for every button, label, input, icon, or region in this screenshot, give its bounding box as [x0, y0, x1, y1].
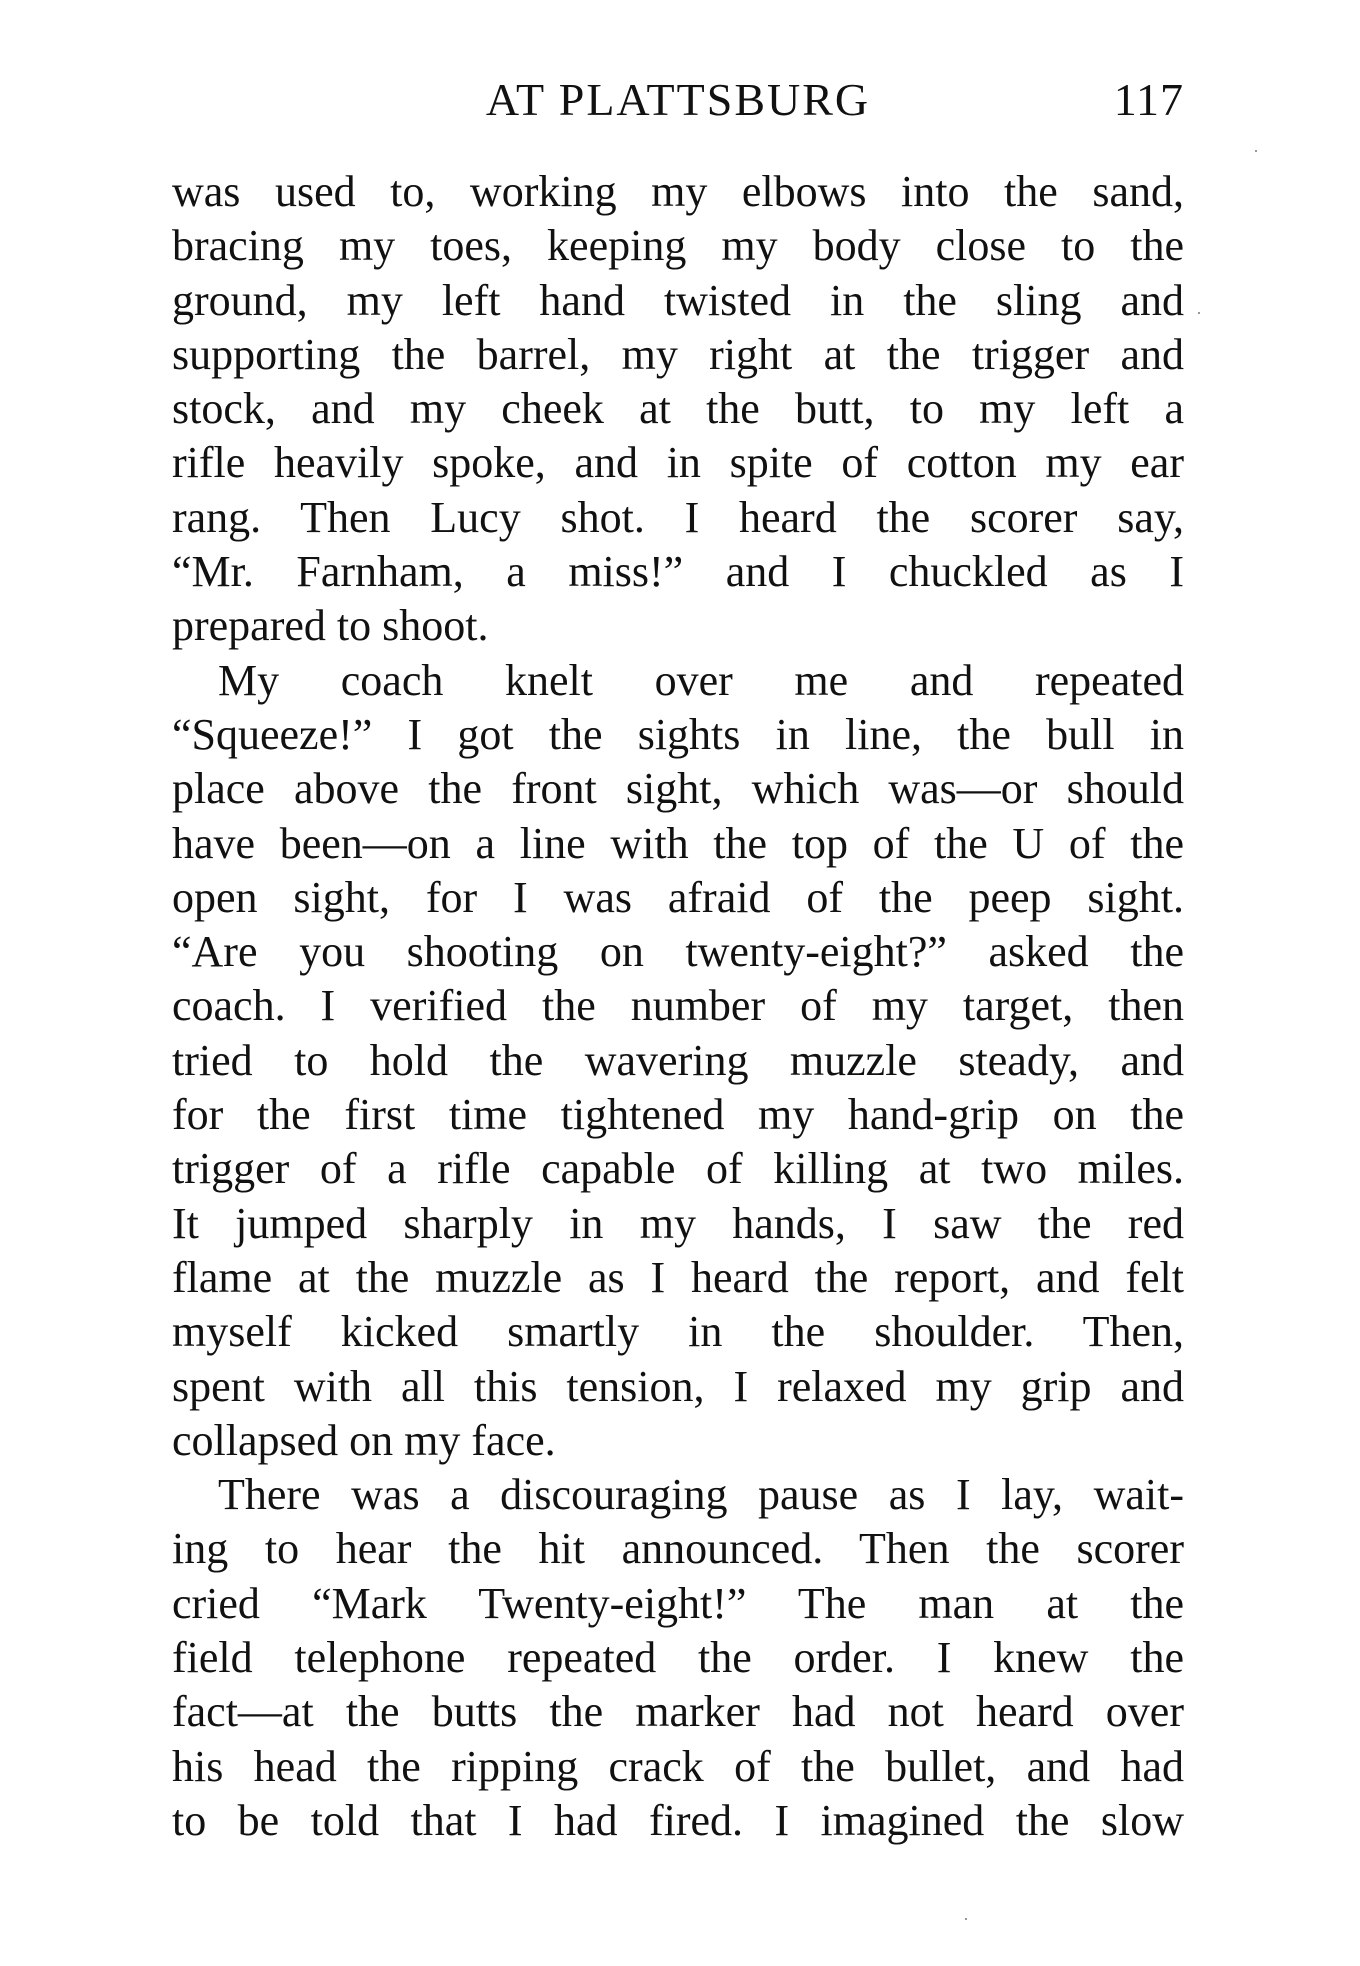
running-title: AT PLATTSBURG — [485, 74, 871, 125]
text-line: was used to, working my elbows into the sand, — [172, 167, 1184, 216]
text-line: stock, and my cheek at the butt, to my left a — [172, 384, 1184, 434]
paper-speck — [1198, 312, 1200, 314]
text-line: trigger of a rifle capable of killing at two miles. — [172, 1144, 1184, 1194]
text-line: flame at the muzzle as I heard the report, and felt — [172, 1252, 1184, 1302]
text-line: cried “Mark Twenty-eight!” The man at the — [172, 1578, 1184, 1628]
text-line: coach. I verified the number of my target, then — [172, 981, 1184, 1031]
text-line: have been—on a line with the top of the U of the — [172, 818, 1184, 868]
paragraph-first-line: There was a discouraging pause as I lay, wait- — [218, 1470, 1184, 1520]
text-line: place above the front sight, which was—or should — [172, 764, 1184, 814]
text-line: tried to hold the wavering muzzle steady, and — [172, 1035, 1184, 1085]
paragraph-end-line: collapsed on my face. — [172, 1415, 556, 1465]
text-line: his head the ripping crack of the bullet, and had — [172, 1741, 1184, 1791]
body-text — [172, 165, 1184, 1848]
text-line: open sight, for I was afraid of the peep sight. — [172, 872, 1184, 922]
page-number: 117 — [1113, 74, 1184, 125]
text-line: ground, my left hand twisted in the sling and — [172, 275, 1184, 325]
text-line: fact—at the butts the marker had not heard over — [172, 1687, 1184, 1737]
running-head — [172, 70, 1184, 130]
text-line: myself kicked smartly in the shoulder. Then, — [172, 1307, 1184, 1357]
text-line: bracing my toes, keeping my body close to the — [172, 221, 1184, 271]
paragraph-first-line: My coach knelt over me and repeated — [218, 655, 1184, 705]
text-line: ing to hear the hit announced. Then the scorer — [172, 1524, 1184, 1574]
text-line: to be told that I had fired. I imagined the slow — [172, 1795, 1184, 1845]
text-line: “Mr. Farnham, a miss!” and I chuckled as I — [172, 547, 1184, 597]
text-line: “Are you shooting on twenty-eight?” asked the — [172, 927, 1184, 977]
text-line: spent with all this tension, I relaxed my grip and — [172, 1361, 1184, 1411]
paper-speck — [965, 1918, 967, 1920]
paper-speck — [1255, 150, 1257, 152]
paragraph-end-line: prepared to shoot. — [172, 601, 489, 651]
text-line: field telephone repeated the order. I knew the — [172, 1633, 1184, 1683]
text-line: rifle heavily spoke, and in spite of cotton my ear — [172, 438, 1184, 488]
text-line: It jumped sharply in my hands, I saw the red — [172, 1198, 1184, 1248]
text-line: rang. Then Lucy shot. I heard the scorer say, — [172, 492, 1184, 542]
text-line: for the first time tightened my hand-grip on the — [172, 1090, 1184, 1140]
text-line: “Squeeze!” I got the sights in line, the bull in — [172, 709, 1184, 759]
text-line: supporting the barrel, my right at the trigger and — [172, 329, 1184, 379]
